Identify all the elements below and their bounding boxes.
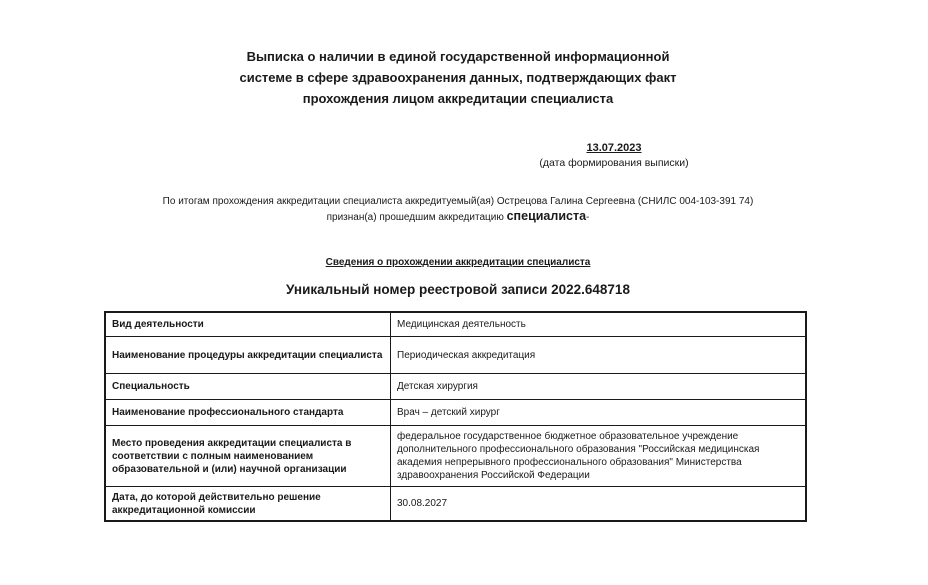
intro-line-2-suffix: - [586,212,590,223]
row-value: Детская хирургия [391,374,807,400]
accreditation-info-table [104,311,807,522]
table-row [105,400,806,426]
table-row [105,312,806,337]
document-title [0,46,916,109]
title-line-2: системе в сфере здравоохранения данных, подтверждающих факт [239,70,677,85]
registry-record-number: Уникальный номер реестровой записи 2022.648718 [286,282,630,297]
row-label: Наименование профессионального стандарта [105,400,391,426]
table-row [105,426,806,487]
intro-line-1: По итогам прохождения аккредитации специалиста аккредитуемый(ая) Острецова Галина Сергеевна (СНИЛС 004-103-391 74) [162,196,754,207]
row-label: Дата, до которой действительно решение аккредитационной комиссии [105,487,391,522]
row-value: Врач – детский хирург [391,400,807,426]
table-row [105,374,806,400]
row-value: Периодическая аккредитация [391,337,807,374]
section-heading: Сведения о прохождении аккредитации специалиста [325,257,591,268]
issue-date-value: 13.07.2023 [586,142,642,154]
issue-date-block [514,142,714,170]
row-label: Наименование процедуры аккредитации специалиста [105,337,391,374]
row-label: Место проведения аккредитации специалиста в соответствии с полным наименованием образовательной и (или) научной организации [105,426,391,487]
intro-role: специалиста [506,209,587,223]
row-value: 30.08.2027 [391,487,807,522]
table-row [105,337,806,374]
intro-line-2-prefix: признан(а) прошедшим аккредитацию [326,212,504,223]
row-label: Специальность [105,374,391,400]
table-row [105,487,806,522]
intro-line-2 [0,209,916,225]
row-value: федеральное государственное бюджетное образовательное учреждение дополнительного профессионального образования "Российская медицинская академия непрерывного профессионального образования" Министерства здравоохранения Российской Федерации [391,426,807,487]
title-line-3: прохождения лицом аккредитации специалиста [302,91,614,106]
row-label: Вид деятельности [105,312,391,337]
issue-date-caption: (дата формирования выписки) [539,157,689,169]
intro-paragraph [0,194,916,225]
title-line-1: Выписка о наличии в единой государственной информационной [246,49,670,64]
row-value: Медицинская деятельность [391,312,807,337]
